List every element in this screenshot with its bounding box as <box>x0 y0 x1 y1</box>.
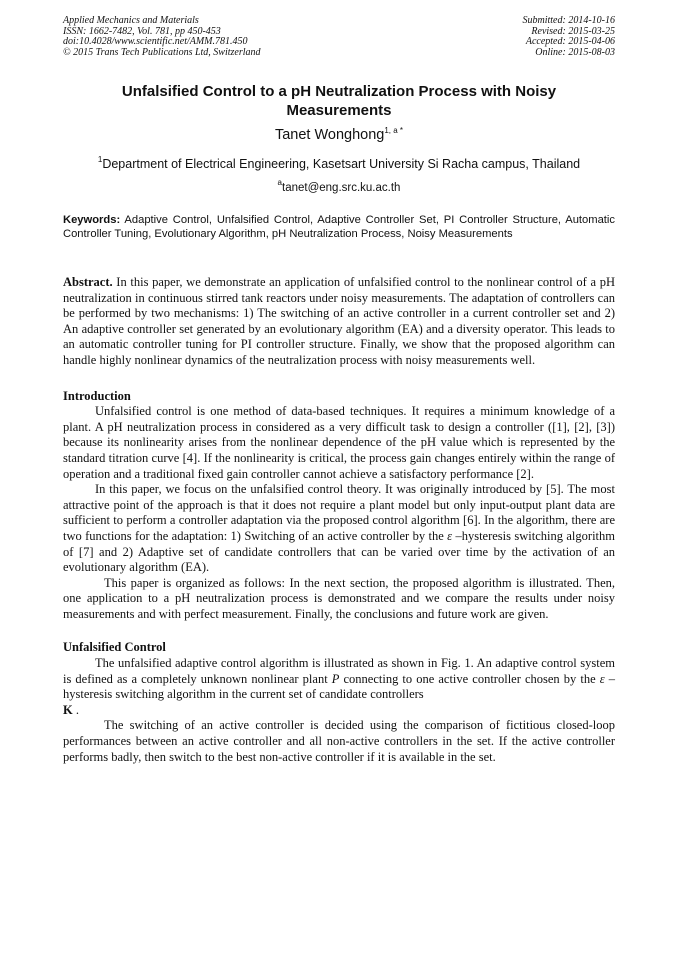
keywords-text: Adaptive Control, Unfalsified Control, Adaptive Controller Set, PI Controller Structure, Automatic Controller Tuning, Evolutionary Algorithm, pH Neutralization Process, Noisy Measurements <box>63 214 615 240</box>
author-name: Tanet Wonghong <box>274 127 385 143</box>
paper-body <box>63 275 615 765</box>
email-text: tanet@eng.src.ku.ac.th <box>282 182 401 194</box>
affiliation <box>0 155 678 171</box>
abstract-text: In this paper, we demonstrate an application of unfalsified control to the nonlinear control of a pH neutralization in continuous stirred tank reactors under noisy measurements. The adaptation of controllers can be performed by two mechanisms: 1) The switching of an active controller in a current controller set and 2) An adaptive controller set generated by an evolutionary algorithm (EA) and a diversity operator. This leads to an automatic controller tuning for PI controller structure. Finally, we show that the proposed algorithm can handle highly nonlinear dynamics of the neutralization process with noisy measurements well. <box>63 275 615 367</box>
intro-paragraph-1: Unfalsified control is one method of data-based techniques. It requires a minimum knowledge of a plant. A pH neutralization process in considered as a very difficult task to design a controller ([1], [2], [3]) because its nonlinearity arises from the nonlinear dependence of the pH value which is represented by the standard titration curve [4]. If the nonlinearity is critical, the process gain changes entirely within the range of operation and a traditional fixed gain controller cannot achieve a satisfactory performance [2]. <box>63 404 615 481</box>
abstract <box>63 275 615 369</box>
intro-paragraph-3: This paper is organized as follows: In the next section, the proposed algorithm is illustrated. Then, one application to a pH neutralization process is demonstrated and we compare the results under noisy measurements and with perfect measurement. Finally, the conclusions and future work are given. <box>63 575 615 621</box>
epsilon-symbol: ε <box>599 671 605 686</box>
abstract-label: Abstract. <box>63 275 113 289</box>
affiliation-text: Department of Electrical Engineering, Kasetsart University Si Racha campus, Thailand <box>102 157 581 171</box>
intro-paragraph-2: In this paper, we focus on the unfalsified control theory. It was originally introduced by [5]. The most attractive point of the approach is that it does not require a plant model but only input-output plant data are sufficient to perform a controller adaptation via the proposed control algorithm [6]. In the algorithm, there are two functions for the adaptation: 1) Switching of an active controller by the ε –hysteresis switching algorithm of [7] and 2) Adaptive set of candidate controllers that can be varied over time by the activation of an evolutionary algorithm (EA). <box>63 482 615 575</box>
section-heading-unfalsified-control: Unfalsified Control <box>63 640 166 655</box>
journal-info <box>63 16 261 58</box>
uc-paragraph-1: The unfalsified adaptive control algorithm is illustrated as shown in Fig. 1. An adaptive control system is defined as a completely unknown nonlinear plant P connecting to one active controller chosen by the ε –hysteresis switching algorithm in the current set of candidate controllers K . <box>63 656 615 717</box>
journal-name: Applied Mechanics and Materials <box>63 15 199 26</box>
author-sup: 1, a * <box>384 126 404 135</box>
affiliation-sup: 1 <box>97 155 103 164</box>
keywords <box>63 213 615 241</box>
paper-title: Unfalsified Control to a pH Neutralization Process with Noisy Measurements <box>121 83 557 119</box>
email-sup: a <box>277 178 282 187</box>
section-heading-introduction: Introduction <box>63 388 131 403</box>
uc-paragraph-2: The switching of an active controller is decided using the comparison of fictitious closed-loop performances between an active controller and all non-active controllers in the set. If the active controller performs badly, then switch to the best non-active controller if it is available in the set. <box>63 718 615 764</box>
date-submitted: Submitted: 2014-10-16 <box>522 15 615 26</box>
plant-symbol: P <box>331 671 340 686</box>
author-email <box>0 178 678 194</box>
date-accepted: Accepted: 2015-04-06 <box>525 36 615 48</box>
author-line <box>0 126 678 143</box>
journal-issn: ISSN: 1662-7482, Vol. 781, pp 450-453 <box>63 25 221 37</box>
publication-dates <box>523 16 616 58</box>
keywords-label: Keywords: <box>63 214 121 226</box>
date-online: Online: 2015-08-03 <box>535 46 615 58</box>
journal-copyright: © 2015 Trans Tech Publications Ltd, Switzerland <box>63 46 261 58</box>
journal-doi: doi:10.4028/www.scientific.net/AMM.781.450 <box>63 36 248 48</box>
epsilon-symbol: ε <box>447 528 453 543</box>
date-revised: Revised: 2015-03-25 <box>531 25 615 37</box>
controller-set-symbol: K <box>63 702 73 717</box>
